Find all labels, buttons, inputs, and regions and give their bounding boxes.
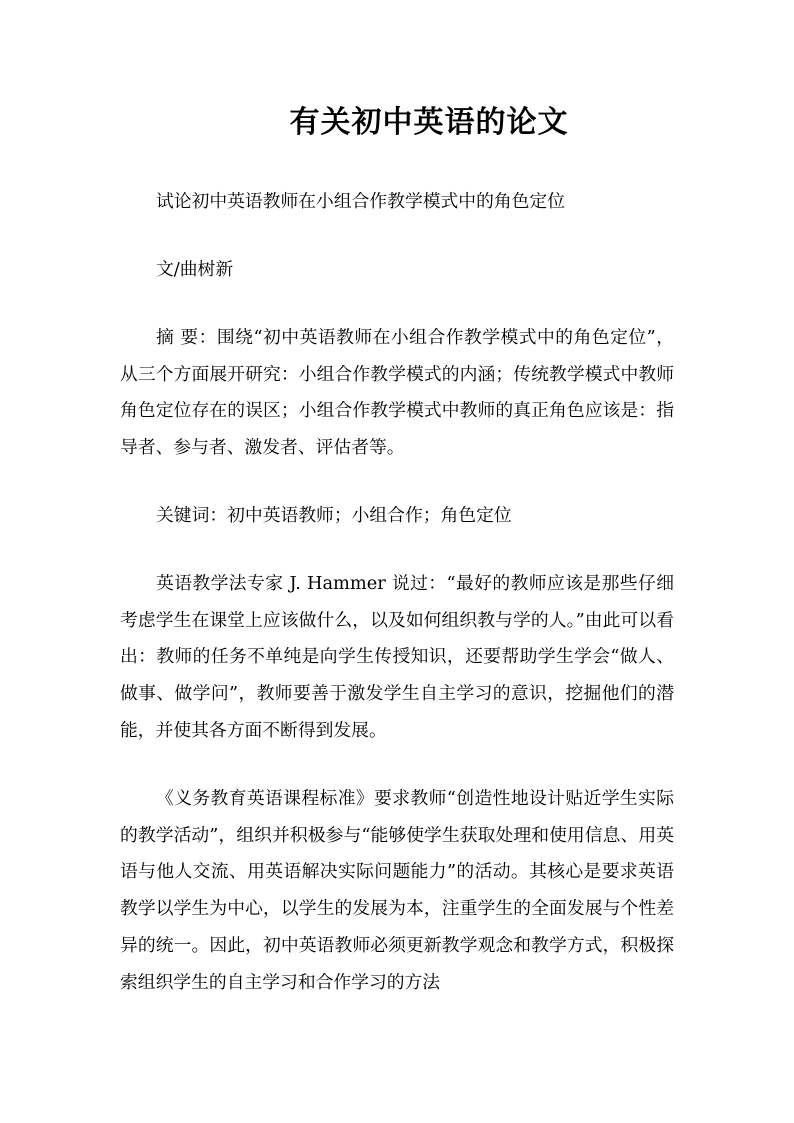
paper-subtitle: 试论初中英语教师在小组合作教学模式中的角色定位	[156, 191, 565, 212]
abstract-paragraph: 摘 要：围绕“初中英语教师在小组合作教学模式中的角色定位”，从三个方面展开研究：小组合作教学模式的内涵；传统教学模式中教师角色定位存在的误区；小组合作教学模式中教师的真正角色应该是：指导者、参与者、激发者、评估者等。	[120, 327, 674, 459]
body-paragraph-2: 《义务教育英语课程标准》要求教师“创造性地设计贴近学生实际的教学活动”，组织并积极参与“能够使学生获取处理和使用信息、用英语与他人交流、用英语解决实际问题能力”的活动。其核心是要求英语教学以学生为中心，以学生的发展为本，注重学生的全面发展与个性差异的统一。因此，初中英语教师必须更新教学观念和教学方式，积极探索组织学生的自主学习和合作学习的方法	[120, 788, 674, 993]
body-paragraph-1: 英语教学法专家 J. Hammer 说过：“最好的教师应该是那些仔细考虑学生在课堂上应该做什么，以及如何组织教与学的人。”由此可以看出：教师的任务不单纯是向学生传授知识，还要帮助学生学会“做人、做事、做学问”，教师要善于激发学生自主学习的意识，挖掘他们的潜能，并使其各方面不断得到发展。	[120, 573, 674, 741]
keywords-line: 关键词：初中英语教师；小组合作；角色定位	[156, 505, 512, 526]
document-title: 有关初中英语的论文	[289, 105, 569, 140]
author-line: 文/曲树新	[156, 259, 234, 280]
